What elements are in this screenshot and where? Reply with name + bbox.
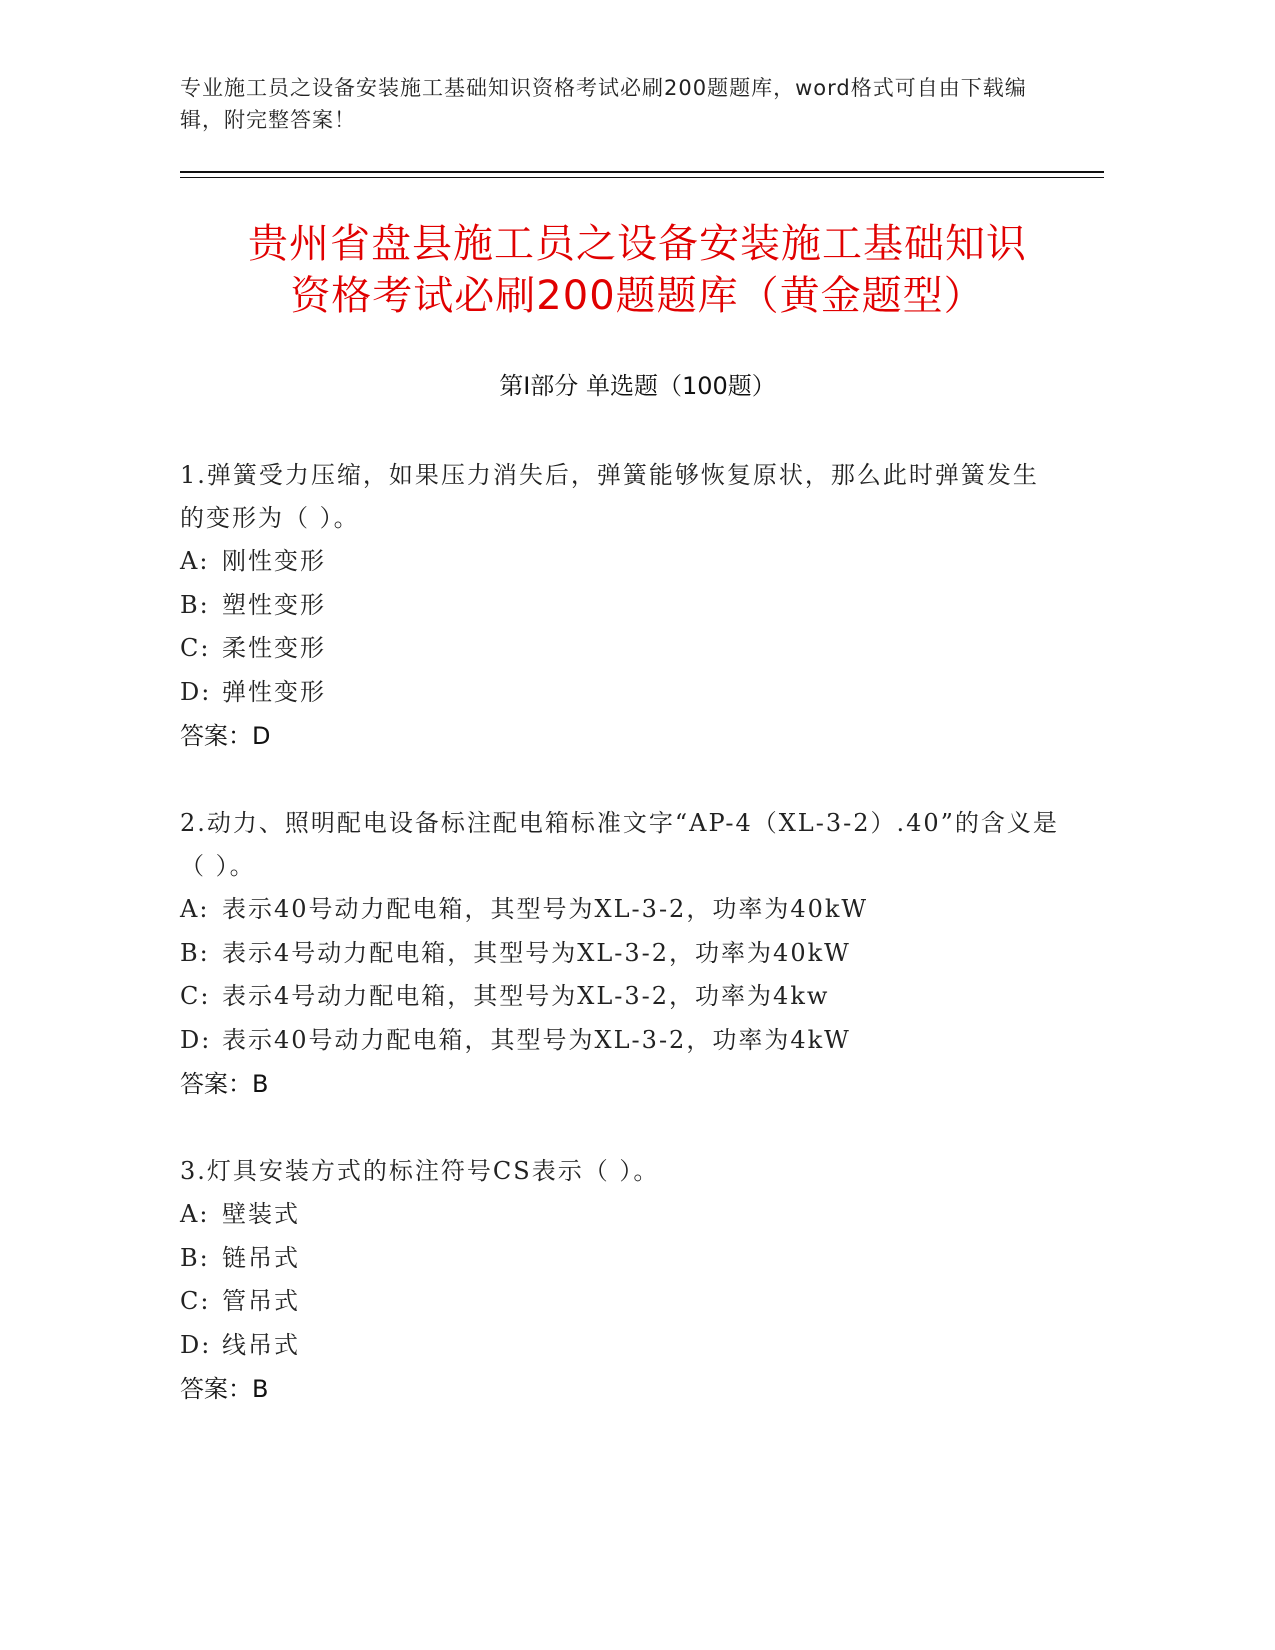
question-2 <box>180 802 1060 1106</box>
question-stem: 1.弹簧受力压缩，如果压力消失后，弹簧能够恢复原状，那么此时弹簧发生的变形为（ ）。 <box>180 461 1039 532</box>
option-b <box>180 932 1060 976</box>
option-a <box>180 540 1060 584</box>
option-text: 管吊式 <box>222 1287 300 1315</box>
section-title: 第Ⅰ部分 单选题（100题） <box>499 372 776 400</box>
option-text: 壁装式 <box>222 1200 300 1228</box>
option-c <box>180 1280 1060 1324</box>
document-title-line-2: 资格考试必刷200题题库（黄金题型） <box>290 273 985 319</box>
option-letter: C: <box>180 634 211 662</box>
option-letter: B: <box>180 1243 210 1272</box>
option-letter: C: <box>180 982 211 1010</box>
answer-label: 答案： <box>180 1070 252 1098</box>
answer-label: 答案： <box>180 1375 252 1403</box>
option-d <box>180 1324 1060 1368</box>
document-title-line-1: 贵州省盘县施工员之设备安装施工基础知识 <box>248 221 1027 267</box>
option-b <box>180 584 1060 628</box>
answer-value: D <box>252 722 271 750</box>
option-text: 表示4号动力配电箱，其型号为XL-3-2，功率为40kW <box>222 938 851 967</box>
option-letter: A: <box>180 895 210 923</box>
question-1 <box>180 454 1060 758</box>
option-text: 塑性变形 <box>222 590 326 619</box>
option-text: 表示40号动力配电箱，其型号为XL-3-2，功率为4kW <box>222 1025 851 1054</box>
option-d <box>180 1019 1060 1063</box>
option-letter: B: <box>180 590 210 619</box>
option-text: 表示4号动力配电箱，其型号为XL-3-2，功率为4kw <box>222 982 830 1010</box>
option-a <box>180 1193 1060 1237</box>
option-text: 表示40号动力配电箱，其型号为XL-3-2，功率为40kW <box>222 895 869 923</box>
option-letter: C: <box>180 1287 211 1315</box>
option-letter: A: <box>180 1200 210 1228</box>
document-title <box>150 218 1125 322</box>
option-c <box>180 627 1060 671</box>
option-text: 弹性变形 <box>222 677 326 706</box>
option-letter: B: <box>180 938 210 967</box>
option-letter: D: <box>180 1025 212 1054</box>
option-d <box>180 671 1060 715</box>
question-stem: 2.动力、照明配电设备标注配电箱标准文字“AP-4（XL-3-2）.40”的含义是（ ）。 <box>180 809 1059 880</box>
option-text: 链吊式 <box>222 1243 300 1272</box>
question-3 <box>180 1150 1060 1411</box>
option-c <box>180 975 1060 1019</box>
option-text: 刚性变形 <box>222 547 326 575</box>
header-divider-thick <box>180 171 1104 173</box>
answer-line <box>180 1062 1060 1106</box>
option-letter: D: <box>180 677 212 706</box>
option-text: 柔性变形 <box>222 634 326 662</box>
option-a <box>180 888 1060 932</box>
option-b <box>180 1237 1060 1281</box>
option-letter: A: <box>180 547 210 575</box>
answer-line <box>180 1367 1060 1411</box>
answer-line <box>180 714 1060 758</box>
header-note: 专业施工员之设备安装施工基础知识资格考试必刷200题题库，word格式可自由下载编辑，附完整答案！ <box>180 76 1027 132</box>
option-text: 线吊式 <box>222 1330 300 1359</box>
answer-label: 答案： <box>180 722 252 750</box>
option-letter: D: <box>180 1330 212 1359</box>
header-divider-thin <box>180 177 1104 178</box>
answer-value: B <box>252 1070 269 1098</box>
answer-value: B <box>252 1375 269 1403</box>
question-stem: 3.灯具安装方式的标注符号CS表示（ ）。 <box>180 1157 660 1185</box>
